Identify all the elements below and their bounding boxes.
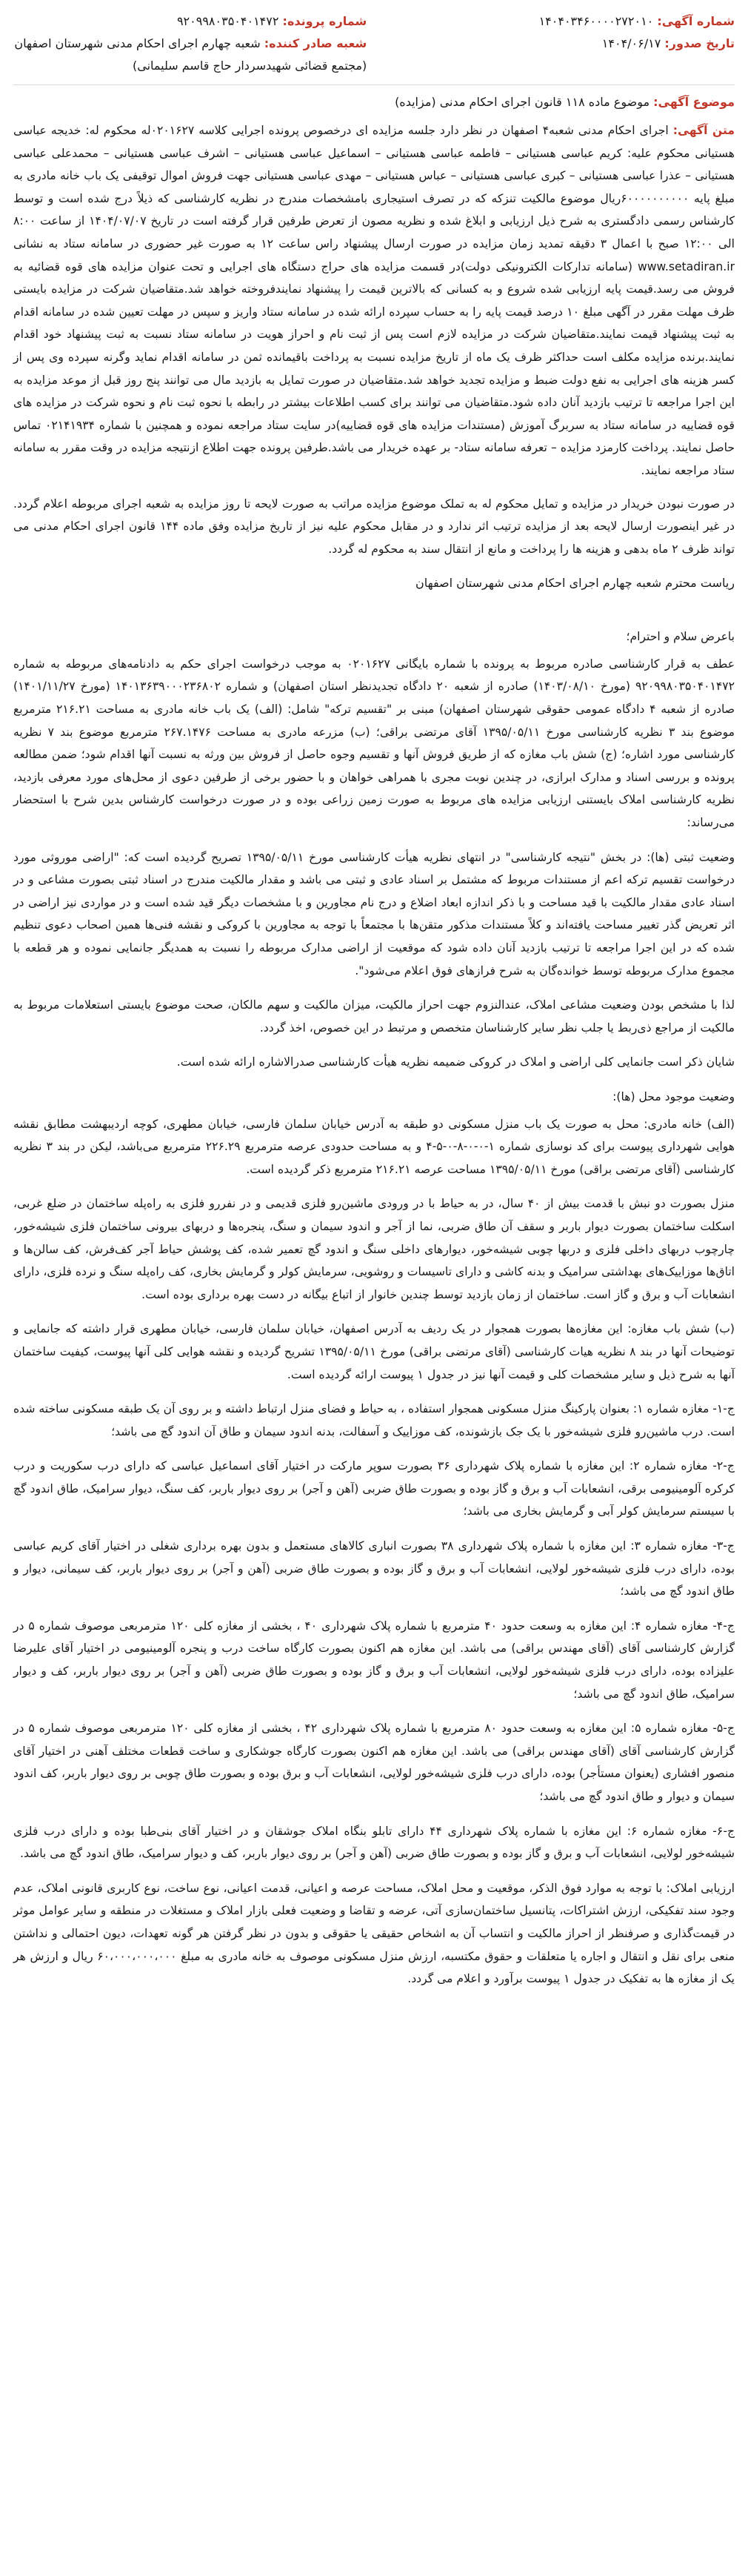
ad-body [13,119,735,482]
ad-number: ۱۴۰۴۰۳۴۶۰۰۰۰۲۷۲۰۱۰ [538,14,654,28]
report-intro: عطف به قرار کارشناسی صادره مربوط به پرونده با شماره بایگانی ۰۲۰۱۶۲۷ به موجب درخواست اجرای حکم به دادنامه‌های مربوطه به شماره ۹۲۰۹۹۸۰۳۵۰۴۰۱۴۷۲ (مورخ ۱۴۰۳/۰۸/۱۰) صادره از شعبه ۲۰ دادگاه تجدیدنظر استان اصفهان) و شماره ۱۴۰۱۳۶۳۹۰۰۰۲۳۶۸۰۲ (مورخ ۱۴۰۱/۱۱/۲۷) صادره از شعبه ۴ دادگاه عمومی حقوقی شهرستان اصفهان) مبنی بر "تقسیم ترکه" شامل: (الف) یک باب خانه مادری به مساحت ۲۱۶.۲۱ مترمربع موضوع بند ۳ نظریه کارشناسی مورخ ۱۳۹۵/۰۵/۱۱ آقای مرتضی براقی؛ (ب) مزرعه مادری به مساحت ۲۶۷.۱۴۷۶ مترمربع موضوع بند ۷ نظریه کارشناسی مورد اشاره؛ (ج) شش باب مغازه که از طریق فروش آنها و تقسیم وجوه حاصل از فروش بین ورثه به نسبت آنها اقدام شود؛ ضمن مطالعه پرونده و بررسی اسناد و مدارک ابرازی، در چندین نوبت مجری با همراهی خواهان و با حضور برخی از طرفین دعوی از محل‌های مورد معرفی بازدید، نظریه کارشناسی املاک بایستنی ارزیابی مزایده های مربوط به صورت زمین زراعی بوده و در صورت درخواست کارشناس بدین شرح با استحضار می‌رساند: [13,657,735,830]
case-number: ۹۲۰۹۹۸۰۳۵۰۴۰۱۴۷۲ [176,14,279,28]
report-item-alef-desc: منزل بصورت دو نبش با قدمت بیش از ۴۰ سال، در به حیاط با در ورودی ماشین‌رو فلزی قدیمی و در نفررو فلزی به راه‌پله ساختمان در ضلع غربی، اسکلت ساختمان بصورت دیوار باربر و سقف آن طاق ضربی، نما از آجر و اندود سیمان و سنگ، پنجره‌ها و دربهای بیرونی ساختمان فلزی شیشه‌خور، چارچوب دربهای داخلی فلزی و دربها چوبی شیشه‌خور، دیوارهای داخلی سنگ و اندود گچ تعمیر شده، کف پوشش حیاط آجر کف‌فرش، کف سالن‌ها و اتاق‌ها موزاییک‌های بهداشتی سرامیک و بدنه کاشی و دارای تاسیسات و روشویی، سرمایش کولر و گرمایش بخاری، کف راه‌پله سنگ و نرده فلزی، دارای انشعابات آب و برق و گاز است. ساختمان از زمان بازدید توسط چندین خانوار از اتباع بیگانه در دست بهره برداری بوده است. [13,1197,735,1301]
header-right-column [381,10,735,77]
note-paragraph: در صورت نبودن خریدار در مزایده و تمایل محکوم له به تملک موضوع مزایده مراتب به صورت لایحه تا روز مزایده به شعبه اجرای مربوطه اعلام گردد. در غیر اینصورت ارسال لایحه بعد از مزایده ترتیب اثر ندارد و در مقابل محکوم علیه نیز از تاریخ مزایده وفق ماده ۱۴۴ قانون اجرای احکام مدنی می تواند ظرف ۲ ماه بدهی و هزینه ها را پرداخت و مانع از انتقال سند به محکوم له گردد. [13,497,735,556]
report-shop-4: ج-۴- مغازه شماره ۴: این مغازه به وسعت حدود ۴۰ مترمربع با شماره پلاک شهرداری ۴۰ ، بخشی از مغازه کلی ۱۲۰ مترمربعی موصوف شماره ۵ در گزارش کارشناسی آقای (آقای مهندس براقی) می باشد. این مغازه هم اکنون بصورت کارگاه ساخت درب و پنجره آلومینیومی در اختیار آقای علیرضا علیزاده بوده، دارای درب فلزی شیشه‌خور لولایی، انشعابات آب و برق و گاز بوده و بصورت طاق ضربی (آهن و آجر) بر روی دیوار باربر، کف و دیوار سرامیک، طاق اندود گچ می باشد؛ [13,1619,735,1701]
date-label: تاریخ صدور: [664,36,735,50]
report-item-b: (ب) شش باب مغازه: این مغازه‌ها بصورت همجوار در یک ردیف به آدرس اصفهان، خیابان سلمان فارسی، خیابان مطهری قرار داشته که جانمایی و توضیحات آنها در بند ۸ نظریه هیات کارشناسی (آقای مرتضی براقی) مورخ ۱۳۹۵/۰۵/۱۱ تشریح گردیده و نقشه هوایی کلی آنها پیوست، کیفیت ساختمان آنها به شرح ذیل و سایر مشخصات کلی و قیمت آنها نیز در جدول ۱ پیوست ارائه گردیده است. [13,1322,735,1381]
report-para-b: لذا با مشخص بودن وضعیت مشاعی املاک، عندالنزوم جهت احراز مالکیت، میزان مالکیت و سهم مالکان، صحت موضوع بایستی استعلامات مربوط به مالکیت از مراجع ذی‌ربط یا جلب نظر سایر کارشناسان متخصص و مرتبط در این خصوص، اخذ گردد. [13,998,735,1035]
subject-row [13,91,735,113]
issue-date: ۱۴۰۴/۰۶/۱۷ [601,36,661,50]
report-shop-3: ج-۳- مغازه شماره ۳: این مغازه با شماره پلاک شهرداری ۳۸ بصورت انباری کالاهای مستعمل و بدون بهره برداری شغلی در اختیار آقای کریم عباسی بوده، دارای درب فلزی شیشه‌خور لولایی، انشعابات آب و برق و گاز بوده و بصورت طاق ضربی (آهن و آجر) بر روی دیوار باربر، کف سیمانی، دیوار و طاق اندود گچ می باشد؛ [13,1539,735,1599]
report-greeting: باعرض سلام و احترام؛ [626,630,735,644]
report-conclusion: ارزیابی املاک: با توجه به موارد فوق الذکر، موقعیت و محل املاک، مساحت عرصه و اعیانی، قدمت اعیانی، نوع ساخت، نوع کاربری قانونی املاک، عدم وجود سند تفکیکی، ارزش اشتراکات، پتانسیل ساختمان‌سازی آتی، عرضه و تقاضا و وضعیت فعلی بازار املاک و مستغلات در منطقه و سایر عوامل موثر در قیمت‌گذاری و صرفنظر از احراز مالکیت و انتساب آن به اشخاص حقیقی یا حقوقی و بدون در نظر گرفتن هر گونه تعهدات، دیون احتمالی و نداشتن منعی برای نقل و انتقال و اجاره یا متعلقات و حقوق مکتسبه، ارزش منزل مسکونی موصوف به خانه مادری به مبلغ ۶۰،۰۰۰،۰۰۰،۰۰۰ ریال و ارزش هر یک از مغازه ها به تفکیک در جدول ۱ پیوست برآورد و اعلام می گردد. [13,1881,735,1986]
ad-number-row [381,10,735,33]
report-shop-1: ج-۱- مغازه شماره ۱: بعنوان پارکینگ منزل مسکونی همجوار استفاده ، به حیاط و فضای منزل ارتباط داشته و بر روی آن یک طبقه مسکونی ساخته شده است. درب ماشین‌رو فلزی شیشه‌خور با یک جک بازشونده، کف موزاییک و آسفالت، بدنه اندود سیمان و طاق آن اندود گچ می باشد؛ [13,1402,735,1438]
subject-label: موضوع آگهی: [653,95,735,109]
body-text: اجرای احکام مدنی شعبه۴ اصفهان در نظر دارد جلسه مزایده ای درخصوص پرونده اجرایی کلاسه ۰۲۰۱۶۲۷له محکوم له: خدیجه عباسی هستیانی محکوم علیه: کریم عباسی هستیانی – فاطمه عباسی هستیانی – اسماعیل عباسی هستیانی – اشرف عباسی هستیانی – محمدعلی عباسی هستیانی – عذرا عباسی هستیانی – کبری عباسی هستیانی – عباس هستیانی – مهدی عباسی هستیانی جهت فروش اموال توقیفی یک باب خانه مادری به مبلغ پایه ۶۰۰۰۰۰۰۰۰۰۰ریال موضوع مالکیت تنزکه که در تصرف استیجاری بامشخصات مندرج در نظریه کارشناسی که ذیلاً درج شده است و توسط کارشناس رسمی دادگستری به شرح ذیل ارزیابی و ابلاغ شده و نظریه مصون از تعرض طرفین قرار گرفته است در تاریخ ۱۴۰۴/۰۷/۰۷ از ساعت ۸:۰۰ الی ۱۲:۰۰ صبح با اعمال ۳ دقیقه تمدید زمان مزایده در صورت ارسال پیشنهاد راس ساعت ۱۲ به صورت غیر حضوری در سامانه ستاد به نشانی www.setadiran.ir (سامانه تدارکات الکترونیکی دولت)در قسمت مزایده های حراج دستگاه های اجرایی و تحت عنوان مزایده های قوه قضائیه به فروش می رسد.قیمت پایه ارزیابی شده شروع و به کسانی که بالاترین قیمت را پیشنهاد نمایندفروخته خواهد شد.متقاضیان شرکت در مزایده بایستی ظرف مهلت مقرر در آگهی مبلغ ۱۰ درصد قیمت پایه را به حساب سپرده ارائه شده در سامانه ستاد واریز و سپس در مهلت تعیین شده در سامانه اقدام به ثبت پیشنهاد قیمت نمایند.متقاضیان شرکت در مزایده لازم است پس از ثبت نام و احراز هویت در سامانه ستاد نسبت به ثبت پیشنهاد خود اقدام نمایند.برنده مزایده مکلف است حداکثر ظرف یک ماه از تاریخ مزایده نسبت به پرداخت باقیمانده ثمن در سامانه اقدام نماید وگرنه سپرده وی پس از کسر هزینه های اجرایی به نفع دولت ضبط و مزایده تجدید خواهد شد.متقاضیان در صورت تمایل به بازدید مال می توانند پنج روز قبل از موعد مزایده به این اجرا مراجعه تا ترتیب بازدید آنان داده شود.متقاضیان می توانند برای کسب اطلاعات بیشتر در رابطه با نحوه ثبت نام و نحوه شرکت در مزایده های قوه قضاییه در سامانه ستاد به سربرگ آموزش (مستندات مزایده های قوه قضاییه)در سایت ستاد مراجعه نموده و همچنین با شماره ۰۲۱۴۱۹۳۴ تماس حاصل نمایند. پرداخت کارمزد مزایده – تعرفه سامانه ستاد- بر عهده خریدار می باشد.طرفین پرونده جهت اطلاع ازنتیجه مزایده در وقت مقرر به سامانه ستاد مراجعه نمایند. [13,124,735,477]
report-shop-6: ج-۶- مغازه شماره ۶: این مغازه با شماره پلاک شهرداری ۴۴ دارای تابلو بنگاه املاک جوشقان و در اختیار آقای بنی‌طبا بوده و دارای درب فلزی شیشه‌خور لولایی، انشعابات آب و برق و گاز بوده و بصورت طاق ضربی (آهن و آجر) بر روی دیوار باربر، کف و دیوار سرامیک، طاق اندود گچ می باشد. [13,1824,735,1861]
report-section-title: وضعیت موجود محل (ها): [612,1089,735,1103]
section-gap [13,612,735,625]
header-divider [13,84,735,85]
case-number-row [13,10,367,33]
issuer-row [13,33,367,77]
ad-header [13,10,735,77]
report-shop-5: ج-۵- مغازه شماره ۵: این مغازه به وسعت حدود ۸۰ مترمربع با شماره پلاک شهرداری ۴۲ ، بخشی از مغازه کلی ۱۲۰ مترمربعی موصوف شماره ۵ در گزارش کارشناسی آقای (آقای مهندس براقی) می باشد. این مغازه هم اکنون بصورت کارگاه جوشکاری و ساخت قطعات مختلف آهنی در اختیار آقای منصور افشاری (یعنوان مستأجر) بوده، دارای درب فلزی شیشه‌خور لولایی، انشعابات آب و برق بوده و بصورت طاق چوبی بر روی دیوار باربر، کف اندود سیمان و دیوار و طاق اندود گچ می باشد؛ [13,1722,735,1803]
header-left-column [13,10,367,77]
report-para-a: وضعیت ثبتی (ها): در بخش "نتیجه کارشناسی" در انتهای نظریه هیأت کارشناسی مورخ ۱۳۹۵/۰۵/۱۱ تصریح گردیده است که: "اراضی موروثی مورد درخواست تقسیم ترکه اعم از مستندات مربوط که مشتمل بر اسناد عادی و ثبتی می باشد و مقدار مالکیت مندرج در اسناد ثبتی بصورت مشاعی و در اسناد عادی مقدار مالکیت با قید مساحت و با ذکر اندازه ابعاد اضلاع و درج نام مجاورین و با مشخصات دیگر قید شده است و در مواردی نیز اراضی در اثر تعریض گذر تغییر مساحت یافته‌اند و کلاً مستندات مذکور متقن‌ها با مجتمعاً با توجه به مجاورین با کروکی و نقشه فنی‌ها همین اصحاب دعوی تنظیم شده که در این اجرا مراجعه تا ترتیب بازدید آنان داده شود که موقعیت از اراضی مدارک مربوطه را نسبت به همدیگر جانمایی نموده و هر قطعه با مجموع مدارک مربوطه توسط خوانده‌گان به شرح فرازهای فوق اعلام می‌شود". [13,850,735,977]
ad-number-label: شماره آگهی: [657,14,735,28]
issuer: شعبه چهارم اجرای احکام مدنی شهرستان اصفهان (مجتمع قضائی شهیدسردار حاج قاسم سلیمانی) [14,36,367,73]
report-item-alef: (الف) خانه مادری: محل به صورت یک باب منزل مسکونی دو طبقه به آدرس خیابان سلمان فارسی، خیابان مطهری، کوچه اردیبهشت مطابق نقشه هوایی شهرداری پیوست برای کد نوسازی شماره ۱-۰-۰-۸-۰-۵-۴ و به مساحت حدودی عرصه مترمربع ۲۲۶.۲۹ مترمربع می‌باشد، لیکن در بند ۳ نظریه کارشناسی (آقای مرتضی براقی) مورخ ۱۳۹۵/۰۵/۱۱ مساحت عرصه ۲۱۶.۲۱ مترمربع ذکر گردیده است. [13,1117,735,1176]
body-label: متن آگهی: [672,124,735,137]
signature-line: ریاست محترم شعبه چهارم اجرای احکام مدنی شهرستان اصفهان [415,576,735,591]
subject-value: موضوع ماده ۱۱۸ قانون اجرای احکام مدنی (مزایده) [395,95,650,109]
date-row [381,33,735,55]
case-number-label: شماره پرونده: [282,14,367,28]
report-para-c: شایان ذکر است جانمایی کلی اراضی و املاک در کروکی ضمیمه نظریه هیأت کارشناسی صدرالاشاره ارائه شده است. [176,1055,735,1069]
issuer-label: شعبه صادر کننده: [264,36,367,50]
report-shop-2: ج-۲- مغازه شماره ۲: این مغازه با شماره پلاک شهرداری ۳۶ بصورت سوپر مارکت در اختیار آقای اسماعیل عباسی که دارای درب سکوریت و درب کرکره آلومینیومی برقی، انشعابات آب و برق و گاز بوده و بصورت طاق ضربی (آهن و آجر) بر روی دیوار باربر، کف سنگ، دیوار سرامیک، طاق اندود گچ با سیستم سرمایش کولر آبی و گرمایش بخاری می باشد؛ [13,1459,735,1518]
